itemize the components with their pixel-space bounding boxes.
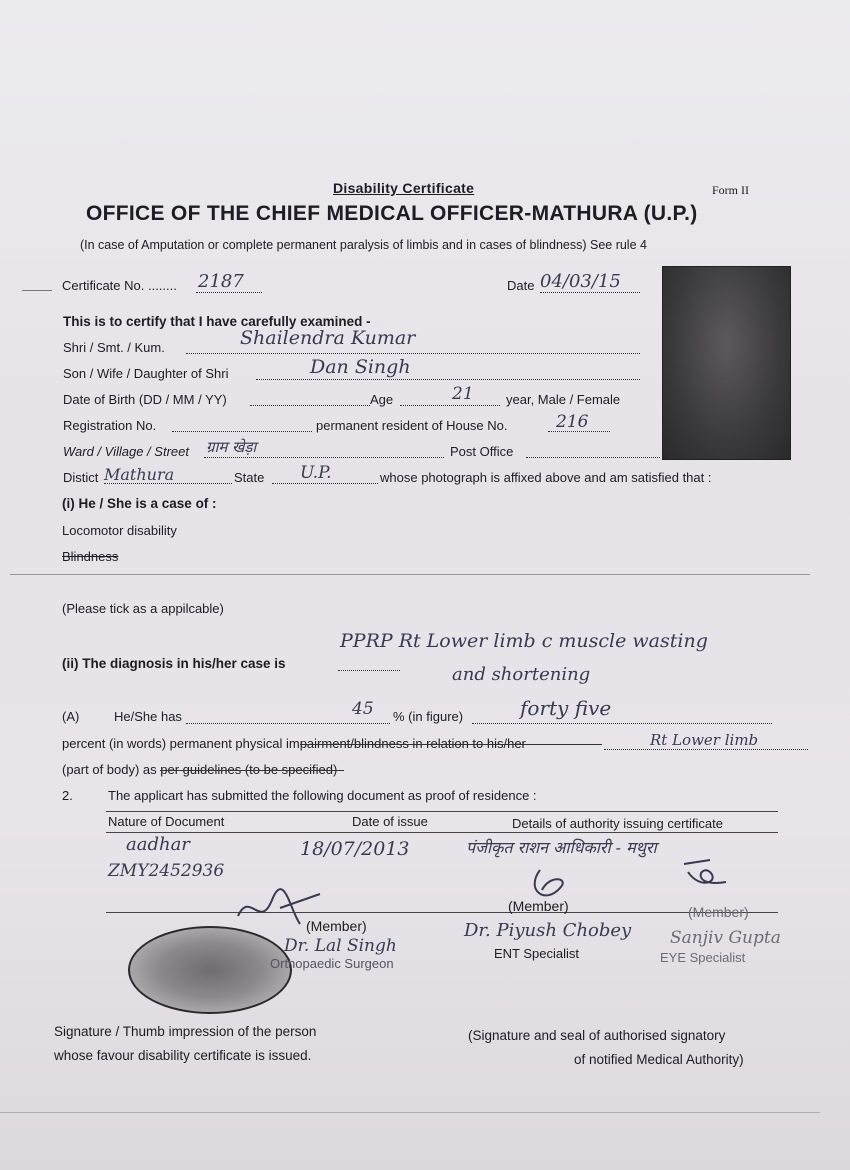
footer-right-1: (Signature and seal of authorised signatory xyxy=(468,1028,726,1043)
post-label: Post Office xyxy=(450,444,514,459)
doc-number-value: ZMY2452936 xyxy=(108,861,225,881)
member-2-role: (Member) xyxy=(508,898,569,914)
name-label: Shri / Smt. / Kum. xyxy=(63,340,165,355)
member-2-name: Dr. Piyush Chobey xyxy=(464,920,632,941)
thumb-impression xyxy=(128,926,292,1014)
form-number: Form II xyxy=(712,183,749,197)
certify-text: This is to certify that I have carefully examined - xyxy=(63,314,371,329)
member-1-name: Dr. Lal Singh xyxy=(284,936,397,956)
col-date: Date of issue xyxy=(352,814,428,829)
district-value: Mathura xyxy=(104,465,175,484)
age-suffix: year, Male / Female xyxy=(506,392,621,407)
diagnosis-label: (ii) The diagnosis in his/her case is xyxy=(62,656,286,671)
office-title: OFFICE OF THE CHIEF MEDICAL OFFICER-MATHURA (U.P.) xyxy=(86,202,698,225)
name-value: Shailendra Kumar xyxy=(240,327,416,349)
state-value: U.P. xyxy=(300,463,332,483)
cert-no-value: 2187 xyxy=(198,271,244,292)
age-label: Age xyxy=(370,392,394,407)
option-blindness: Blindness xyxy=(62,549,119,564)
signature-3 xyxy=(670,852,750,898)
member-1-role: (Member) xyxy=(306,918,367,934)
reg-label: Registration No. xyxy=(63,418,157,433)
parent-label: Son / Wife / Daughter of Shri xyxy=(63,366,229,381)
percent-value: 45 xyxy=(352,699,374,719)
item-2-text: The applicart has submitted the following document as proof of residence : xyxy=(108,788,537,803)
ward-value: ग्राम खेड़ा xyxy=(206,438,257,456)
dob-label: Date of Birth (DD / MM / YY) xyxy=(63,392,227,407)
footer-left-1: Signature / Thumb impression of the person xyxy=(54,1024,317,1039)
words-line: percent (in words) permanent physical impairment/blindness in relation to his/her xyxy=(62,736,526,751)
case-label: (i) He / She is a case of : xyxy=(62,496,217,511)
photo-affixed-text: whose photograph is affixed above and am satisfied that : xyxy=(380,470,712,485)
house-value: 216 xyxy=(556,412,589,432)
member-3-role: (Member) xyxy=(688,904,749,920)
date-value: 04/03/15 xyxy=(540,271,621,292)
doc-date-value: 18/07/2013 xyxy=(300,838,410,860)
cert-no-label: Certificate No. ........ xyxy=(62,278,177,293)
item-2-number: 2. xyxy=(62,788,73,803)
age-value: 21 xyxy=(452,384,474,404)
subtitle: (In case of Amputation or complete permanent paralysis of limbis and in cases of blindness) See rule 4 xyxy=(80,238,647,252)
doc-authority-value: पंजीकृत राशन आधिकारी - मथुरा xyxy=(466,838,657,857)
doc-nature-value: aadhar xyxy=(126,834,190,855)
member-2-title: ENT Specialist xyxy=(494,946,580,961)
state-label: State xyxy=(234,470,265,485)
member-3-title: EYE Specialist xyxy=(660,950,746,965)
doc-type: Disability Certificate xyxy=(333,180,475,196)
percent-figure-label: % (in figure) xyxy=(393,709,464,724)
diagnosis-value-2: and shortening xyxy=(452,664,591,685)
option-locomotor: Locomotor disability xyxy=(62,523,177,538)
member-3-name: Sanjiv Gupta xyxy=(670,928,781,948)
col-nature: Nature of Document xyxy=(108,814,225,829)
resident-label: permanent resident of House No. xyxy=(316,418,508,433)
body-part-value: Rt Lower limb xyxy=(650,731,759,749)
date-label: Date xyxy=(507,278,535,293)
district-label: Distict xyxy=(63,470,99,485)
guideline-line: (part of body) as per guidelines (to be specified) xyxy=(62,762,338,777)
member-1-title: Orthopaedic Surgeon xyxy=(270,956,394,971)
col-authority: Details of authority issuing certificate xyxy=(512,816,723,831)
item-a: (A) xyxy=(62,709,80,724)
tick-note: (Please tick as a appilcable) xyxy=(62,601,224,616)
applicant-photo xyxy=(662,266,791,460)
footer-right-2: of notified Medical Authority) xyxy=(574,1052,744,1067)
ward-label: Ward / Village / Street xyxy=(63,444,189,459)
percent-words: forty five xyxy=(520,696,612,720)
diagnosis-value: PPRP Rt Lower limb c muscle wasting xyxy=(340,630,708,652)
parent-value: Dan Singh xyxy=(310,356,411,378)
footer-left-2: whose favour disability certificate is issued. xyxy=(54,1048,312,1063)
has-label: He/She has xyxy=(114,709,182,724)
